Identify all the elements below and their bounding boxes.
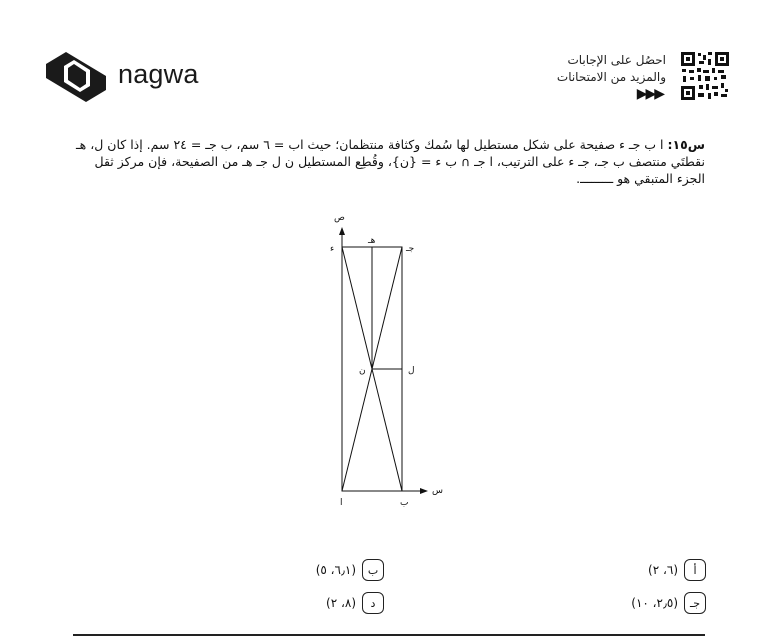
label-d: ء — [330, 244, 335, 254]
label-h: هـ — [368, 236, 376, 246]
option-d-letter: د — [362, 592, 384, 614]
option-a-letter: أ — [684, 559, 706, 581]
question-number: س١٥: — [667, 137, 705, 152]
promo-line-2: والمزيد من الامتحانات — [556, 70, 666, 84]
label-j: جـ — [406, 244, 415, 254]
option-c-value: (٢٫٥، ١٠) — [631, 596, 678, 610]
qr-code-icon[interactable] — [681, 52, 729, 100]
option-b-letter: ب — [362, 559, 384, 581]
option-c-letter: جـ — [684, 592, 706, 614]
y-axis-arrow-icon — [339, 227, 345, 235]
label-l: ل — [408, 366, 415, 376]
option-d[interactable] — [326, 592, 384, 614]
promo-line-1: احصُل على الإجابات — [567, 53, 666, 67]
option-c[interactable] — [631, 592, 706, 614]
arrows-icon: ▶▶▶ — [636, 86, 663, 102]
brand-name: nagwa — [118, 59, 199, 89]
label-y-axis: ص — [334, 213, 345, 223]
question-body: ا ب جـ ء صفيحة على شكل مستطيل لها سُمك وكثافة منتظمان؛ حيث اب = ٦ سم، ب جـ = ٢٤ سم. إذا كان ل، هـ نقطتَي منتصف ب جـ، جـ ء على الترتيب، ا جـ ∩ ب ء = {ن}، وقُطِع المستطيل ن ل جـ هـ من الصفيحة، فإن مركز ثقل الجزء المتبقي هو ـــــــــ. — [75, 137, 705, 186]
x-axis-arrow-icon — [420, 488, 428, 494]
option-d-value: (٨، ٢) — [326, 596, 356, 610]
rectangle-diagram — [300, 205, 460, 515]
option-a-value: (٦، ٢) — [648, 563, 678, 577]
label-a: ا — [340, 498, 343, 508]
label-n: ن — [359, 366, 366, 376]
question-text — [65, 136, 705, 187]
promo-text — [557, 52, 666, 86]
bottom-divider — [73, 634, 705, 636]
label-x-axis: س — [432, 486, 443, 496]
option-b-value: (٦٫١، ٥) — [315, 563, 356, 577]
option-b[interactable] — [316, 559, 384, 581]
option-a[interactable] — [648, 559, 706, 581]
nagwa-logo-icon — [46, 52, 106, 102]
label-b: ب — [400, 498, 409, 508]
